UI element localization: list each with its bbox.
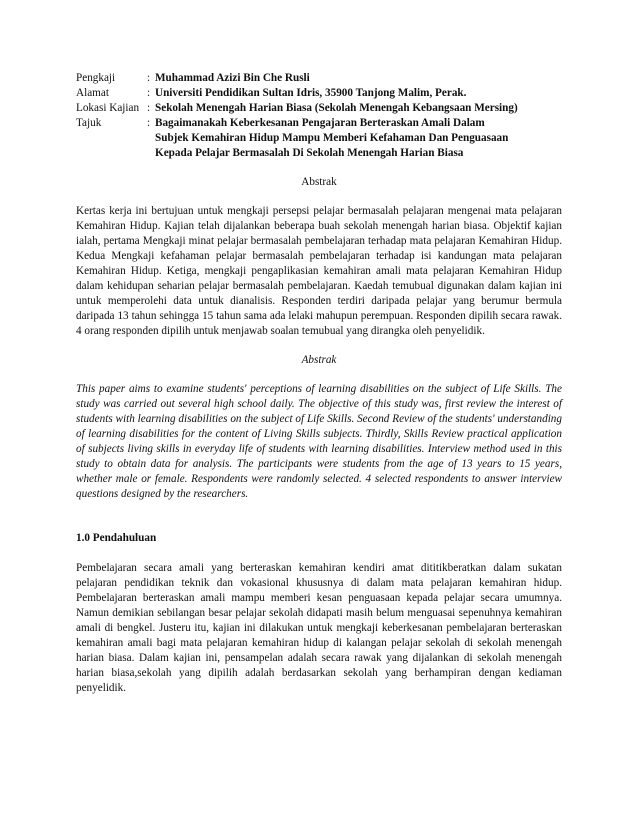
meta-value-line: Subjek Kemahiran Hidup Mampu Memberi Kefahaman Dan Penguasaan: [155, 132, 509, 144]
meta-value-line: Bagaimanakah Keberkesanan Pengajaran Berteraskan Amali Dalam: [155, 117, 485, 129]
meta-value: [155, 86, 562, 101]
meta-row-pengkaji: [76, 71, 562, 86]
meta-label: Pengkaji: [76, 72, 116, 84]
meta-colon: :: [147, 102, 151, 114]
meta-value: [155, 71, 562, 86]
meta-label: Tajuk: [76, 117, 102, 129]
abstract-english-paragraph: This paper aims to examine students' perceptions of learning disabilities on the subject of Life Skills. The study was carried out several high school daily. The objective of this study was, first review the interest of students with learning disabilities on the subject of Life Skills. Second Review of the students' understanding of learning disabilities for the content of Living Skills subjects. Thirdly, Skills Review practical application of subjects living skills in everyday life of students with learning disabilities. Interview method used in this study to obtain data for analysis. The participants were students from the age of 13 years to 15 years, whether male or female. Respondents were randomly selected. 4 selected respondents to answer interview questions designed by the researchers.: [76, 383, 562, 500]
abstract-english-heading: Abstrak: [301, 354, 337, 366]
meta-value-line: Sekolah Menengah Harian Biasa (Sekolah Menengah Kebangsaan Mersing): [155, 102, 518, 114]
abstract-paragraph: Kertas kerja ini bertujuan untuk mengkaji persepsi pelajar bermasalah pelajaran mengenai mata pelajaran Kemahiran Hidup. Kajian telah dijalankan beberapa buah sekolah menengah harian biasa. Objektif kajian ialah, pertama Mengkaji minat pelajar bermasalah pembelajaran terhadap mata pelajaran Kemahiran Hidup. Kedua Mengkaji kefahaman pelajar bermasalah pembelajaran terhadap isi kandungan mata pelajaran Kemahiran Hidup. Ketiga, mengkaji pengaplikasian kemahiran amali mata pelajaran Kemahiran Hidup dalam kehidupan seharian pelajar bermasalah pembelajaran. Kaedah temubual digunakan dalam kajian ini untuk memperolehi data untuk dianalisis. Responden terdiri daripada pelajar yang berumur bermula daripada 13 tahun sehingga 15 tahun sama ada lelaki mahupun perempuan. Responden dipilih secara rawak. 4 orang responden dipilih untuk menjawab soalan temubual yang dirangka oleh penyelidik.: [76, 205, 562, 337]
meta-label: Lokasi Kajian: [76, 102, 140, 114]
meta-value: [155, 101, 562, 116]
meta-colon: :: [147, 72, 151, 84]
meta-colon: :: [147, 87, 151, 99]
section-title: 1.0 Pendahuluan: [76, 532, 157, 544]
meta-row-tajuk: [76, 116, 562, 161]
meta-value-line: Kepada Pelajar Bermasalah Di Sekolah Menengah Harian Biasa: [155, 147, 464, 159]
meta-value: [155, 116, 562, 161]
meta-row-alamat: [76, 86, 562, 101]
meta-value-line: Muhammad Azizi Bin Che Rusli: [155, 72, 310, 84]
metadata-block: [76, 71, 562, 161]
meta-colon: :: [147, 117, 151, 129]
section-paragraph: Pembelajaran secara amali yang berteraskan kemahiran kendiri amat dititikberatkan dalam sukatan pelajaran pendidikan teknik dan vokasional khususnya di dalam mata pelajaran kemahiran hidup. Pembelajaran berteraskan amali mampu memberi kesan penguasaan kepada pelajar secara umumnya. Namun demikian sebilangan besar pelajar sekolah didapati masih belum menguasai sepenuhnya kemahiran amali di bengkel. Justeru itu, kajian ini dilakukan untuk mengkaji keberkesanan pembelajaran berteraskan kemahiran amali bagi mata pelajaran kemahiran hidup di kalangan pelajar sekolah di sekolah menengah harian biasa. Dalam kajian ini, pensampelan adalah secara rawak yang dijalankan di sekolah menengah harian biasa,sekolah yang dipilih adalah berdasarkan sekolah yang berhampiran dengan kediaman penyelidik.: [76, 562, 562, 694]
meta-value-line: Universiti Pendidikan Sultan Idris, 35900 Tanjong Malim, Perak.: [155, 87, 467, 99]
meta-label: Alamat: [76, 87, 109, 99]
meta-row-lokasi-kajian: [76, 101, 562, 116]
abstract-heading: Abstrak: [301, 176, 337, 188]
